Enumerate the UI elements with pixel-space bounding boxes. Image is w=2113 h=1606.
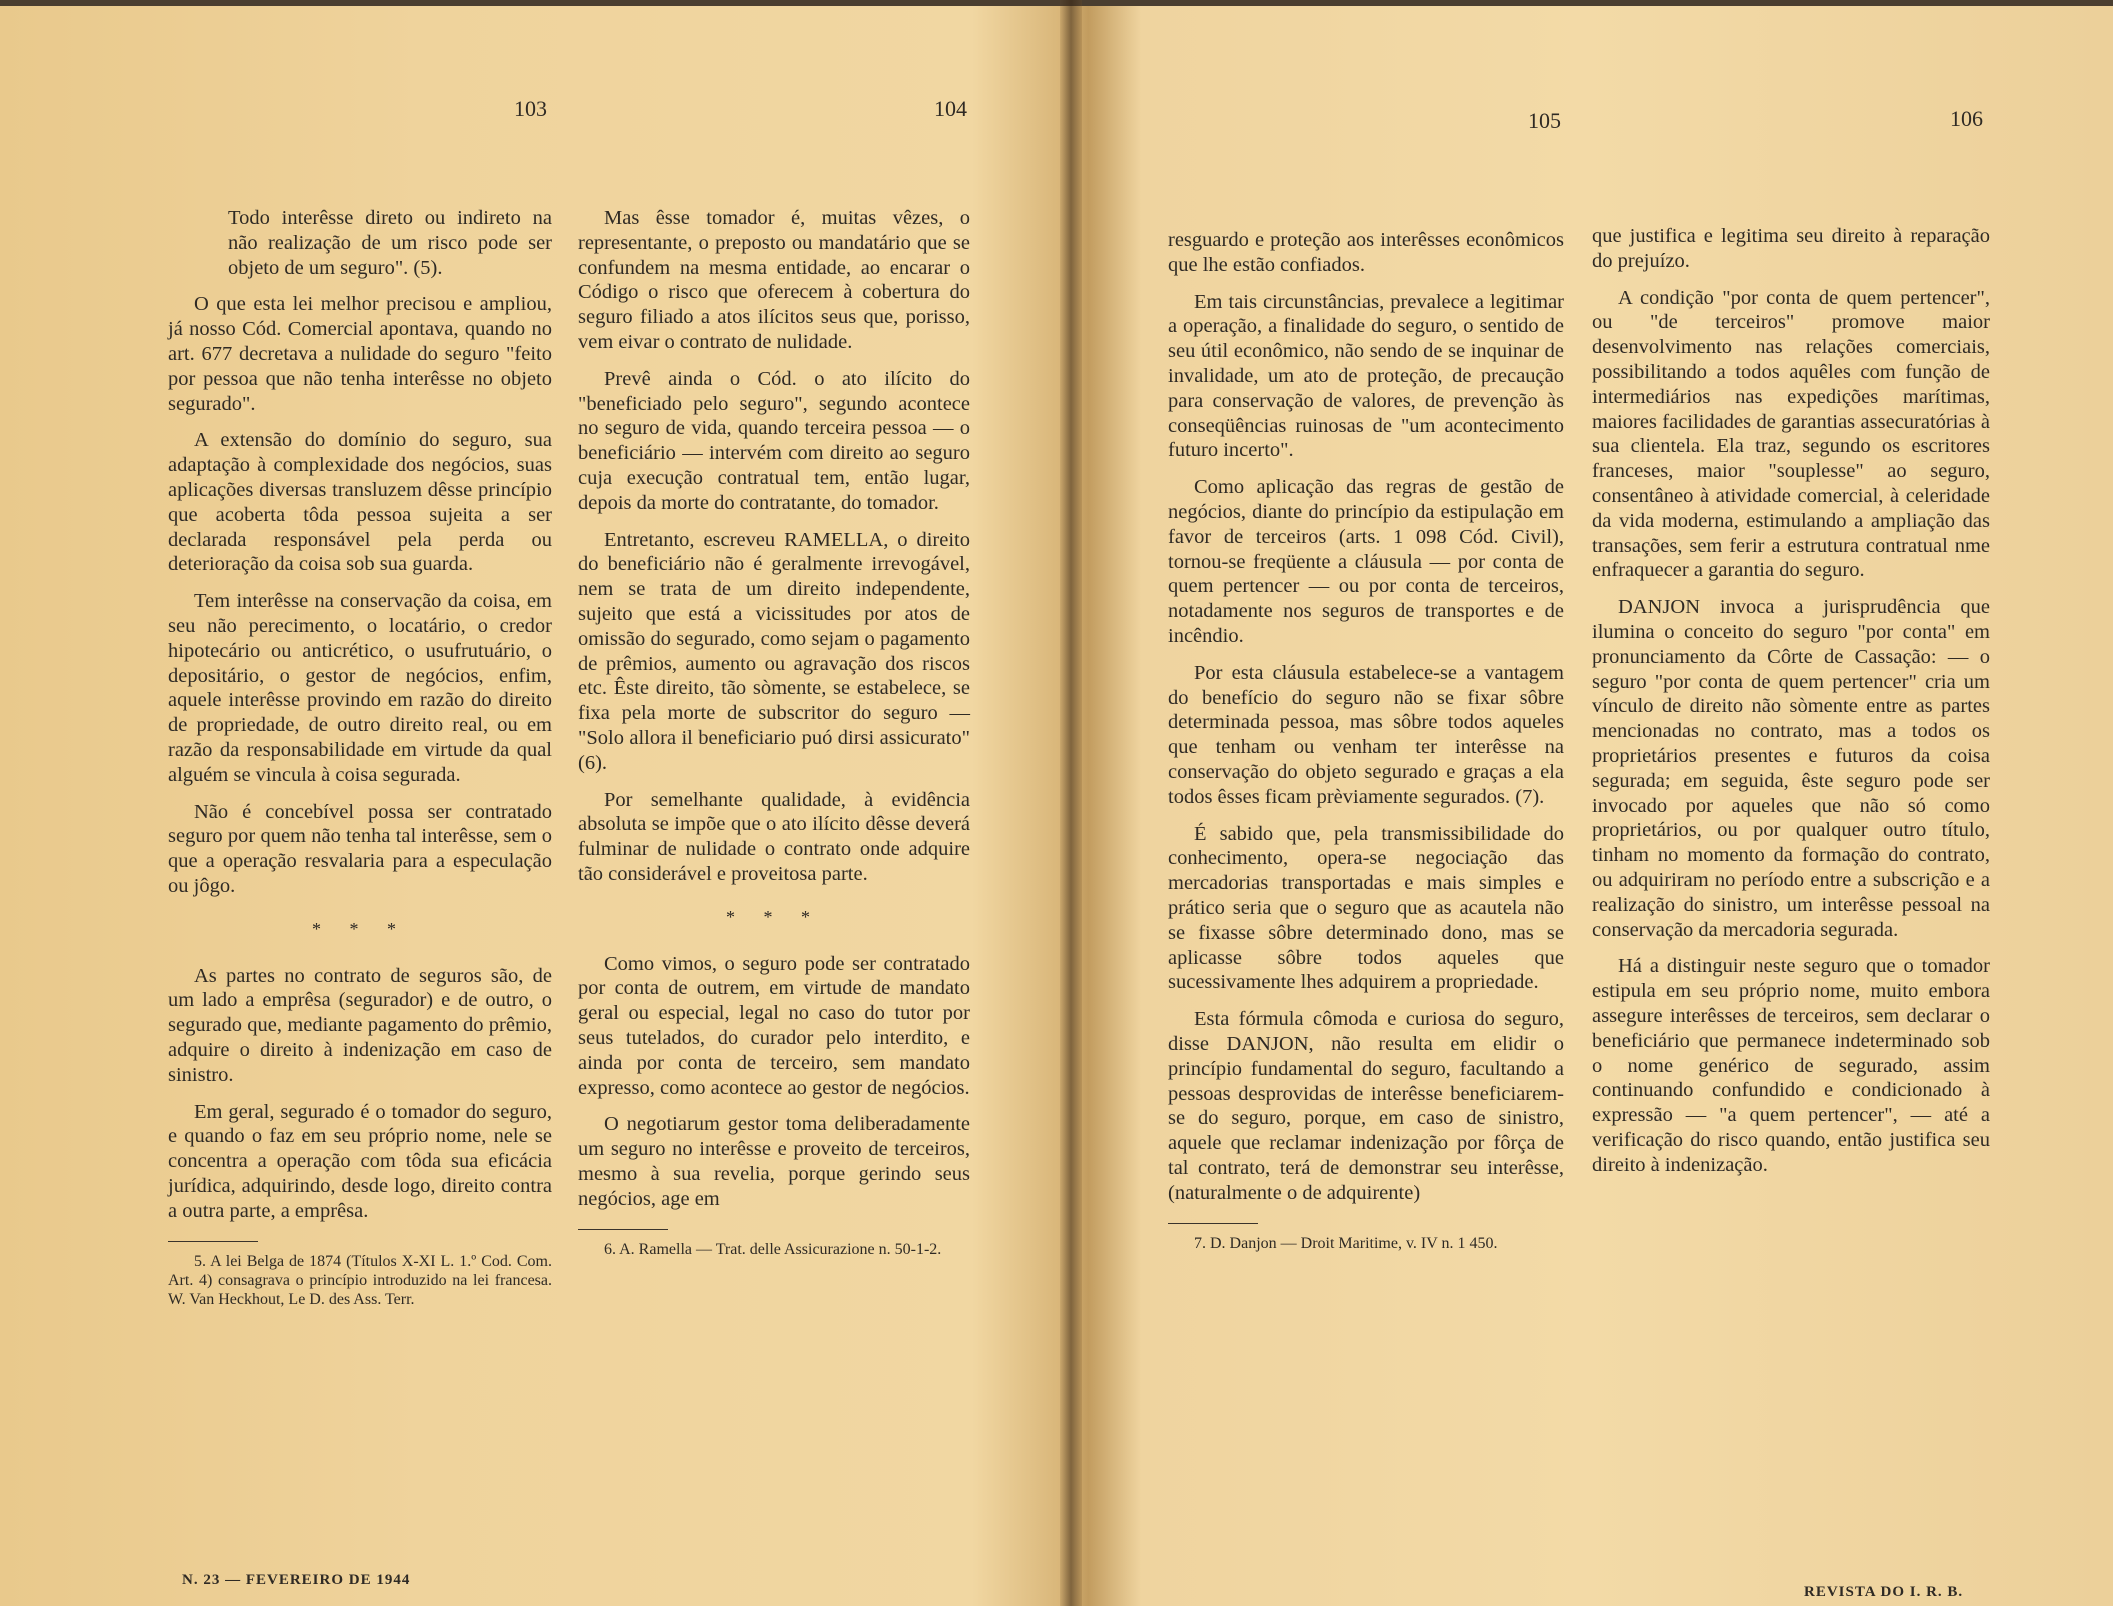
paragraph: Entretanto, escreveu RAMELLA, o direito do beneficiário não é geralmente irrevogável, nem se trata de um direito independente, sujeito que está a vicissitudes por atos de omissão do segurado, como sejam o pagamento de prêmios, aumento ou agravação dos riscos etc. Êste direito, tão sòmente, se estabelece, se fixa pela morte de subscritor do seguro — "Solo allora il beneficiario puó dirsi assicurato" (6).	[578, 528, 970, 774]
paragraph: Mas êsse tomador é, muitas vêzes, o representante, o preposto ou mandatário que se confundem na mesma entidade, ao encarar o Código o risco que oferecem à cobertura do seguro filiado a atos ilícitos seus que, porisso, vem eivar o contrato de nulidade.	[578, 207, 970, 353]
paragraph: que justifica e legitima seu direito à reparação do prejuízo.	[1592, 225, 1990, 272]
paragraph: resguardo e proteção aos interêsses econômicos que lhe estão confiados.	[1168, 229, 1564, 276]
footer-journal: REVISTA DO I. R. B.	[1804, 1584, 1964, 1600]
section-divider: * * *	[312, 918, 408, 939]
page-number-103: 103	[514, 96, 547, 121]
column-page-106	[1592, 224, 1990, 1189]
top-edge	[0, 0, 2113, 6]
footnote: 7. D. Danjon — Droit Maritime, v. IV n. 1 450.	[1194, 1235, 1498, 1253]
section-divider: * * *	[726, 906, 822, 927]
paragraph: Esta fórmula cômoda e curiosa do seguro, disse DANJON, não resulta em elidir o princípio fundamental do seguro, facultando a pessoas desprovidas de interêsse beneficiarem-se do seguro, porque, em caso de sinistro, aquele que reclamar indenização por fôrça de tal contrato, terá de demonstrar seu interêsse, (naturalmente o de adquirente)	[1168, 1008, 1564, 1204]
column-page-104	[578, 206, 970, 1259]
paragraph: Tem interêsse na conservação da coisa, em seu não perecimento, o locatário, o credor hipotecário ou anticrético, o usufrutuário, o depositário, o gestor de negócios, enfim, aquele interêsse provindo em razão do direito de propriedade, de outro direito real, ou em razão da responsabilidade em virtude da qual alguém se vincula à coisa segurada.	[168, 590, 552, 786]
paragraph: É sabido que, pela transmissibilidade do conhecimento, opera-se negociação das mercadorias transportadas e mais simples e prático seria que o seguro que as acautela não se fixasse sôbre determinado dono, mas se aplicasse sôbre todos aqueles que sucessivamente lhes adquirem a propriedade.	[1168, 822, 1564, 994]
paragraph: Todo interêsse direto ou indireto na não realização de um risco pode ser objeto de um seguro". (5).	[228, 207, 552, 279]
footnote-rule	[168, 1241, 258, 1242]
paragraph: Como aplicação das regras de gestão de negócios, diante do princípio da estipulação em favor de terceiros (arts. 1 098 Cód. Civil), tornou-se freqüente a cláusula — por conta de quem pertencer — ou por conta de terceiros, notadamente nos seguros de transportes e de incêndio.	[1168, 476, 1564, 647]
column-page-103	[168, 206, 552, 1309]
paragraph: Por semelhante qualidade, à evidência absoluta se impõe que o ato ilícito dêsse deverá fulminar de nulidade o contrato onde adquire tão considerável e proveitosa parte.	[578, 788, 970, 885]
paragraph: As partes no contrato de seguros são, de um lado a emprêsa (segurador) e de outro, o segurado que, mediante pagamento do prêmio, adquire o direito à indenização em caso de sinistro.	[168, 964, 552, 1086]
paragraph: DANJON invoca a jurisprudência que ilumina o conceito do seguro "por conta" em pronunciamento da Côrte de Cassação: — o seguro "por conta de quem pertencer" cria um vínculo de direito não sòmente entre as partes mencionadas no contrato, mas a todos os proprietários presentes e futuros da coisa segurada; em seguida, êste seguro pode ser invocado por aqueles que não só como proprietários, ou por qualquer outro título, tinham no momento da formação do contrato, ou adquiriram no período entre a subscrição e a realização do sinistro, um interêsse pessoal na conservação da mercadoria segurada.	[1592, 596, 1990, 941]
paragraph: A condição "por conta de quem pertencer", ou "de terceiros" promove maior desenvolvimento nas relações comerciais, possibilitando a todos aquêles com função de intermediários nas expedições marítimas, maiores facilidades de garantias assecuratórias à sua clientela. Ela traz, segundo os escritores franceses, maior "souplesse" ao seguro, consentâneo à atividade comercial, à celeridade da vida moderna, estimulando a ampliação das transações, sem ferir a estrutura contratual nme enfraquecer a garantia do seguro.	[1592, 286, 1990, 582]
book-gutter	[1060, 0, 1082, 1606]
page-number-106: 106	[1950, 106, 1983, 131]
footnote: 6. A. Ramella — Trat. delle Assicurazione n. 50-1-2.	[604, 1241, 942, 1259]
paragraph: O negotiarum gestor toma deliberadamente um seguro no interêsse e proveito de terceiros, mesmo à sua revelia, porque gerindo seus negócios, age em	[578, 1113, 970, 1210]
footnote-rule	[1168, 1223, 1258, 1224]
footnote-rule	[578, 1229, 668, 1230]
paragraph: A extensão do domínio do seguro, sua adaptação à complexidade dos negócios, suas aplicações diversas transluzem dêsse princípio que acoberta tôda pessoa sujeita a ser declarada responsável pela perda ou deterioração da coisa sob sua guarda.	[168, 429, 552, 576]
paragraph: Em geral, segurado é o tomador do seguro, e quando o faz em seu próprio nome, nele se concentra a operação com tôda sua eficácia jurídica, adquirindo, desde logo, direito contra a outra parte, a emprêsa.	[168, 1100, 552, 1222]
paragraph: O que esta lei melhor precisou e ampliou, já nosso Cód. Comercial apontava, quando no art. 677 decretava a nulidade do seguro "feito por pessoa que não tenha interêsse no objeto segurado".	[168, 293, 552, 415]
page-number-105: 105	[1528, 108, 1561, 133]
page-number-104: 104	[934, 96, 967, 121]
column-page-105	[1168, 228, 1564, 1253]
paragraph: Prevê ainda o Cód. o ato ilícito do "beneficiado pelo seguro", segundo acontece no seguro de vida, quando terceira pessoa — o beneficiário — intervém com direito ao seguro cuja execução contratual tem, então lugar, depois da morte do contratante, do tomador.	[578, 367, 970, 514]
paragraph: Não é concebível possa ser contratado seguro por quem não tenha tal interêsse, sem o que a operação resvalaria para a especulação ou jôgo.	[168, 800, 552, 897]
footer-issue: N. 23 — FEVEREIRO DE 1944	[182, 1572, 411, 1588]
paragraph: Em tais circunstâncias, prevalece a legitimar a operação, a finalidade do seguro, o sentido de seu útil econômico, não sendo de se inquinar de invalidade, um ato de proteção, de precaução para conservação de valores, de prevenção às conseqüências ruinosas de "um acontecimento futuro incerto".	[1168, 290, 1564, 462]
footnote: 5. A lei Belga de 1874 (Títulos X-XI L. 1.º Cod. Com. Art. 4) consagrava o princípio introduzido na lei francesa. W. Van Heckhout, Le D. des Ass. Terr.	[168, 1253, 552, 1309]
paragraph: Há a distinguir neste seguro que o tomador estipula em seu próprio nome, muito embora assegure interêsses de terceiros, sem declarar o beneficiário que permanece indeterminado sob o nome genérico de segurado, assim continuando confundido e condicionado à expressão — "a quem pertencer", — até a verificação do risco quando, então justifica seu direito à indenização.	[1592, 955, 1990, 1176]
paragraph: Como vimos, o seguro pode ser contratado por conta de outrem, em virtude de mandato geral ou especial, legal no caso do tutor por seus tutelados, do curador pelo interdito, e ainda por conta de terceiro, sem mandato expresso, como acontece ao gestor de negócios.	[578, 952, 970, 1099]
paragraph: Por esta cláusula estabelece-se a vantagem do benefício do seguro não se fixar sôbre determinada pessoa, mas sôbre todos aqueles que tenham ou venham ter interêsse na conservação do objeto segurado e graças a ela todos êsses ficam prèviamente segurados. (7).	[1168, 661, 1564, 808]
